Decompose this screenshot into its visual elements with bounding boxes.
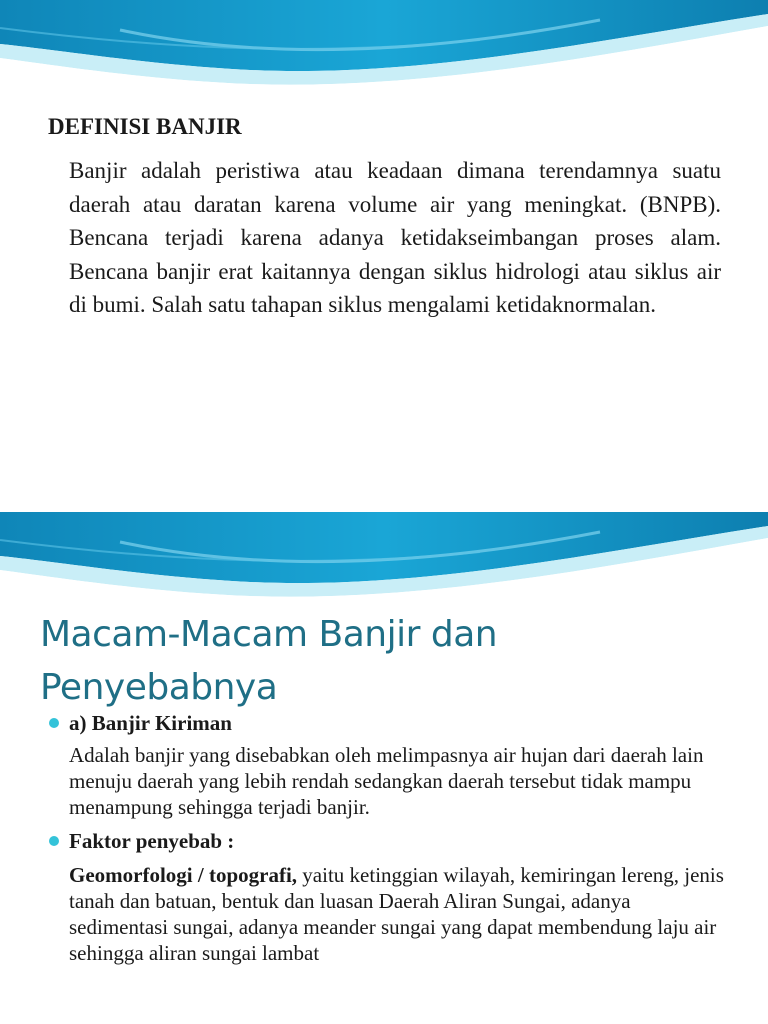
list-item-banjir-kiriman [0,710,768,820]
slide-title-line-2: Penyebabnya [40,667,278,708]
section-heading: DEFINISI BANJIR [48,114,242,139]
list-item-faktor-penyebab [0,828,768,966]
bullet-dot-icon [49,718,59,728]
item-description [69,862,729,966]
item-term-description: yaitu ketinggian wilayah, kemiringan lereng, jenis tanah dan batuan, bentuk dan luasan Daerah Aliran Sungai, adanya sedimentasi sungai, adanya meander sungai yang dapat membendung laju air sehingga aliran sungai lambat [69,863,724,965]
item-term: Geomorfologi / topografi, [69,863,298,887]
item-label: a) Banjir Kiriman [69,711,232,735]
wave-header-decoration [0,512,768,604]
wave-header-decoration [0,0,768,92]
item-description: Adalah banjir yang disebabkan oleh melimpasnya air hujan dari daerah lain menuju daerah yang lebih rendah sedangkan daerah tersebut tidak mampu menampung sehingga terjadi banjir. [69,743,704,819]
slide-title-line-1: Macam-Macam Banjir dan [40,614,498,655]
definition-paragraph: Banjir adalah peristiwa atau keadaan dimana terendamnya suatu daerah atau daratan karena volume air yang meningkat. (BNPB). Bencana terjadi karena adanya ketidakseimbangan proses alam. Bencana banjir erat kaitannya dengan siklus hidrologi atau siklus air di bumi. Salah satu tahapan siklus mengalami ketidaknormalan. [69,158,721,317]
slide-macam-banjir [0,512,768,1024]
bullet-list [0,710,768,966]
slide-title [40,608,740,714]
item-label: Faktor penyebab : [69,829,235,853]
bullet-dot-icon [49,836,59,846]
